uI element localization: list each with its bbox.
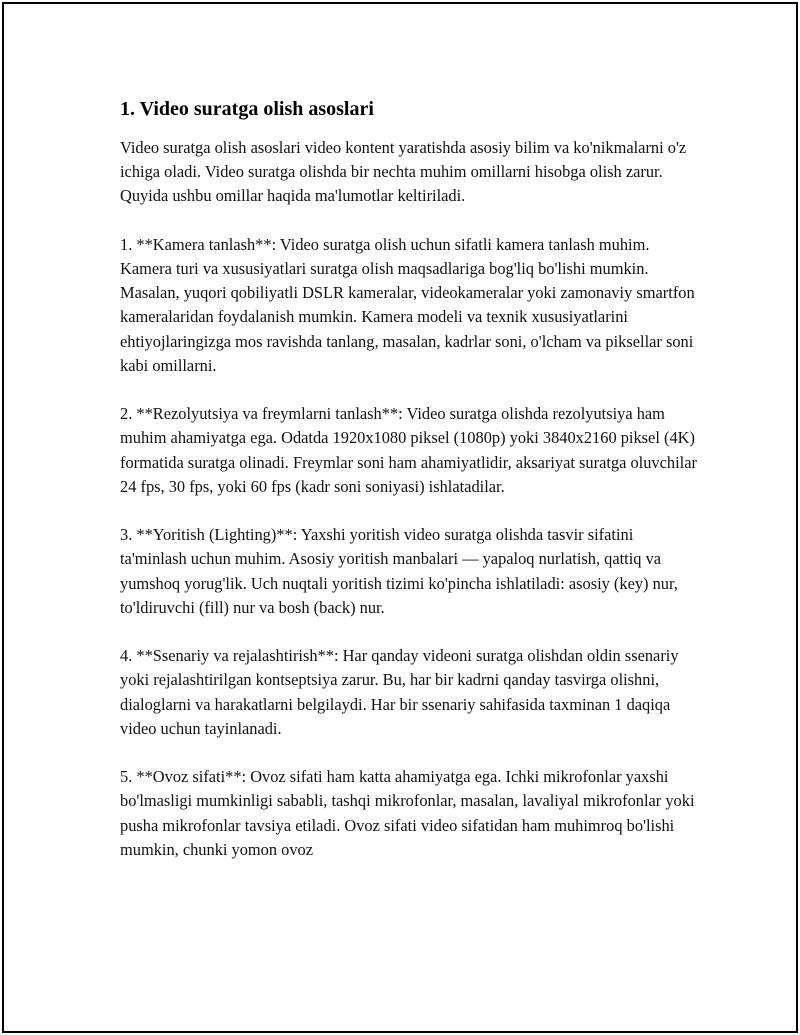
- paragraph-resolution: 2. **Rezolyutsiya va freymlarni tanlash**: Video suratga olishda rezolyutsiya ham muhim ahamiyatga ega. Odatda 1920x1080 piksel (1080p) yoki 3840x2160 piksel (4K) formatida suratga olinadi. Freymlar soni ham ahamiyatlidir, aksariyat suratga oluvchilar 24 fps, 30 fps, yoki 60 fps (kadr soni soniyasi) ishlatadilar.: [120, 404, 697, 496]
- intro-paragraph: Video suratga olish asoslari video kontent yaratishda asosiy bilim va ko'nikmalarni o'z ichiga oladi. Video suratga olishda bir nechta muhim omillarni hisobga olish zarur. Quyida ushbu omillar haqida ma'lumotlar keltiriladi.: [120, 138, 687, 206]
- document-content: [120, 96, 700, 886]
- paragraph-camera: 1. **Kamera tanlash**: Video suratga olish uchun sifatli kamera tanlash muhim. Kamera turi va xususiyatlari suratga olish maqsadlariga bog'liq bo'lishi mumkin. Masalan, yuqori qobiliyatli DSLR kameralar, videokameralar yoki zamonaviy smartfon kameralaridan foydalanish mumkin. Kamera modeli va texnik xususiyatlarini ehtiyojlaringizga mos ravishda tanlang, masalan, kadrlar soni, o'lcham va piksellar soni kabi omillarni.: [120, 234, 695, 375]
- paragraph-lighting: 3. **Yoritish (Lighting)**: Yaxshi yoritish video suratga olishda tasvir sifatini ta'minlash uchun muhim. Asosiy yoritish manbalari — yapaloq nurlatish, qattiq va yumshoq yorug'lik. Uch nuqtali yoritish tizimi ko'pincha ishlatiladi: asosiy (key) nur, to'ldiruvchi (fill) nur va bosh (back) nur.: [120, 525, 678, 617]
- paragraph-sound: 5. **Ovoz sifati**: Ovoz sifati ham katta ahamiyatga ega. Ichki mikrofonlar yaxshi bo'lmasligi mumkinligi sababli, tashqi mikrofonlar, masalan, lavaliyal mikrofonlar yoki pusha mikrofonlar tavsiya etiladi. Ovoz sifati video sifatidan ham muhimroq bo'lishi mumkin, chunki yomon ovoz: [120, 767, 695, 859]
- paragraph-script: 4. **Ssenariy va rejalashtirish**: Har qanday videoni suratga olishdan oldin ssenariy yoki rejalashtirilgan kontseptsiya zarur. Bu, har bir kadrni qanday tasvirga olishni, dialoglarni va harakatlarni belgilaydi. Har bir ssenariy sahifasida taxminan 1 daqiqa video uchun tayinlanadi.: [120, 646, 679, 738]
- document-page: [2, 2, 798, 1033]
- section-title: 1. Video suratga olish asoslari: [120, 98, 374, 120]
